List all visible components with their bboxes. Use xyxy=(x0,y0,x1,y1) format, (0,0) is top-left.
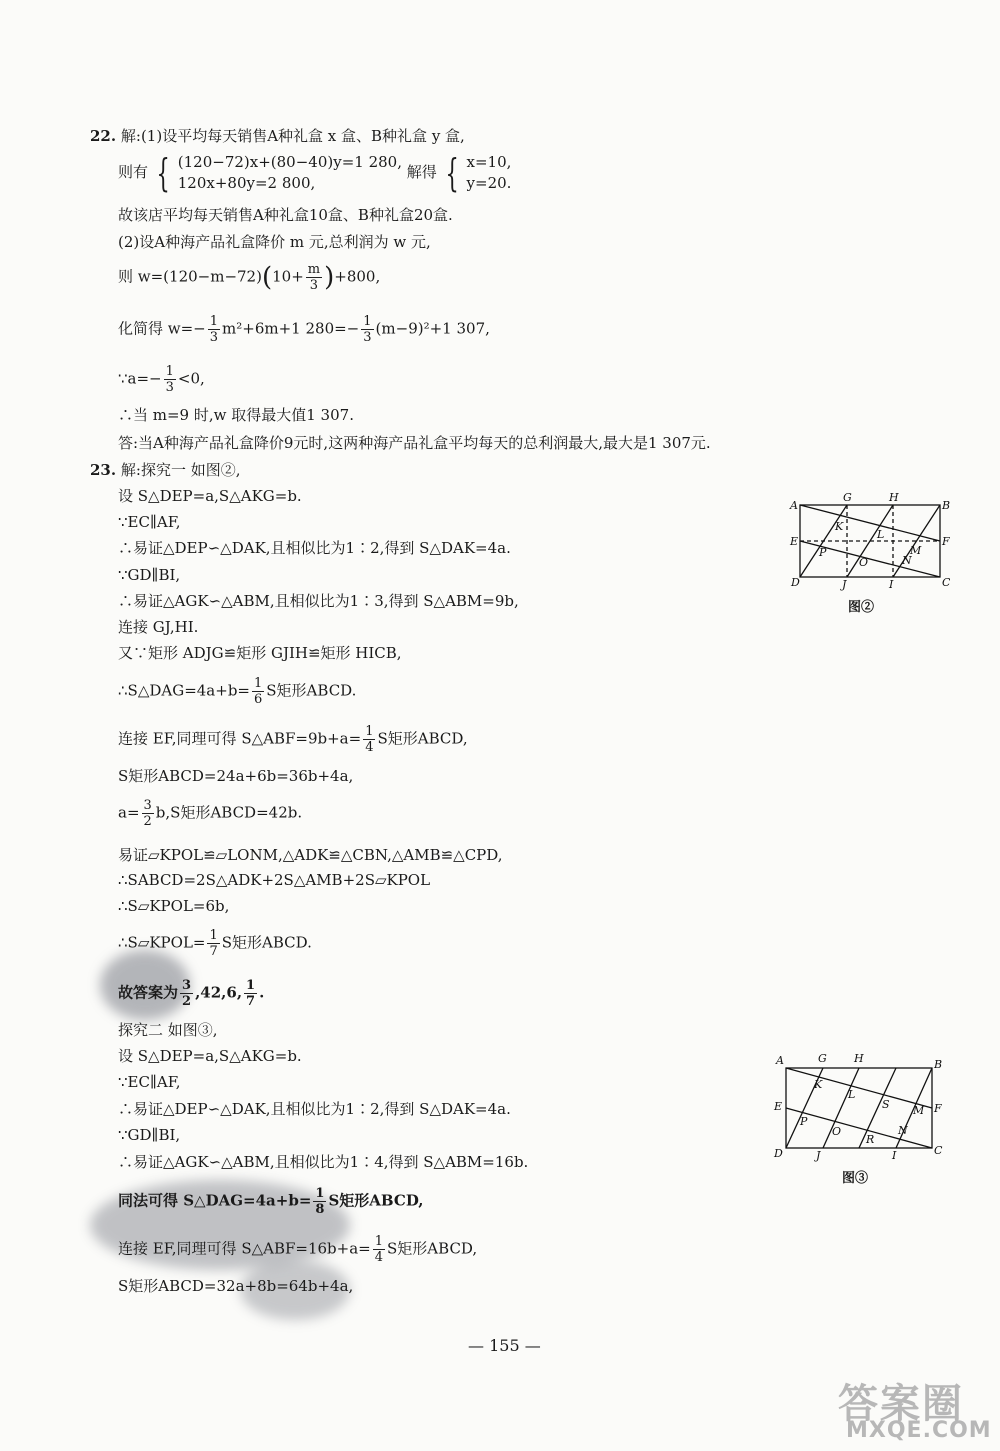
expr-part: m²+6m+1 280=− xyxy=(222,319,360,338)
q23-line9 xyxy=(118,676,356,707)
q23-number: 23. xyxy=(90,461,117,479)
q22-line8: ∴当 m=9 时,w 取得最大值1 307. xyxy=(118,406,354,424)
numerator: 1 xyxy=(246,978,256,993)
q23-line10 xyxy=(118,724,468,755)
fraction xyxy=(207,928,219,959)
point-label: D xyxy=(791,576,800,589)
figure-3-diagram xyxy=(768,1048,953,1163)
denominator: 7 xyxy=(246,994,256,1009)
q23-line12 xyxy=(118,798,302,829)
q22-answer: 答:当A种海产品礼盒降价9元时,这两种海产品礼盒平均每天的总利润最大,最大是1 307元. xyxy=(118,434,711,452)
fraction xyxy=(164,364,176,395)
q23-line2: 设 S△DEP=a,S△AKG=b. xyxy=(118,487,302,505)
q23-line16 xyxy=(118,928,312,959)
point-label: I xyxy=(889,578,894,591)
figure-2-caption: 图② xyxy=(848,600,875,615)
q22-line6 xyxy=(118,314,490,345)
expr-part: a= xyxy=(118,803,140,822)
q23-line8: 又∵矩形 ADJG≌矩形 GJIH≌矩形 HICB, xyxy=(118,644,402,662)
equation-1: (120−72)x+(80−40)y=1 280, xyxy=(177,153,402,171)
point-label: E xyxy=(790,535,799,548)
q23-line13: 易证▱KPOL≌▱LONM,△ADK≌△CBN,△AMB≌△CPD, xyxy=(118,846,503,864)
q23-line23: ∴易证△AGK∽△ABM,且相似比为1∶4,得到 S△ABM=16b. xyxy=(118,1153,529,1171)
expr-part: 故答案为 xyxy=(118,983,179,1002)
point-label: P xyxy=(800,1115,808,1128)
expr-part: <0, xyxy=(177,369,205,388)
numerator: 1 xyxy=(315,1186,325,1201)
brace-symbol: { xyxy=(156,151,170,195)
point-label: G xyxy=(818,1052,827,1065)
point-label: O xyxy=(832,1125,842,1138)
point-label: F xyxy=(934,1102,942,1115)
q23-line22: ∵GD∥BI, xyxy=(118,1126,181,1144)
q23-text: 解:探究一 如图②, xyxy=(120,461,241,479)
point-label: M xyxy=(910,544,922,557)
q23-line14: ∴SABCD=2S△ADK+2S△AMB+2S▱KPOL xyxy=(118,871,431,889)
denominator: 3 xyxy=(363,330,372,345)
denominator: 3 xyxy=(209,330,219,345)
expr-part: ,42,6, xyxy=(195,983,243,1002)
fraction xyxy=(313,1186,326,1217)
expr-part: (m−9)²+1 307, xyxy=(375,319,490,338)
point-label: H xyxy=(854,1052,864,1065)
numerator: 1 xyxy=(363,314,372,329)
equation-2: 120x+80y=2 800, xyxy=(177,174,316,192)
expr-part: 10+ xyxy=(272,267,304,286)
q23-line11: S矩形ABCD=24a+6b=36b+4a, xyxy=(118,767,354,785)
q22-label-jiede: 解得 xyxy=(406,163,437,181)
point-label: F xyxy=(942,535,950,548)
q23-line4: ∴易证△DEP∽△DAK,且相似比为1∶2,得到 S△DAK=4a. xyxy=(118,539,511,557)
point-label: B xyxy=(942,499,950,512)
brace-symbol: { xyxy=(445,151,459,195)
q23-line25 xyxy=(118,1234,477,1265)
q23-line20: ∵EC∥AF, xyxy=(118,1073,181,1091)
denominator: 4 xyxy=(374,1250,384,1265)
expr-part: 连接 EF,同理可得 S△ABF=9b+a= xyxy=(118,729,362,748)
denominator: 3 xyxy=(165,380,174,395)
point-label: D xyxy=(774,1147,783,1160)
point-label: P xyxy=(819,546,827,559)
figure-3-caption: 图③ xyxy=(842,1171,869,1186)
q23-line24 xyxy=(118,1186,424,1217)
q23-line7: 连接 GJ,HI. xyxy=(118,618,199,636)
q23-line6: ∴易证△AGK∽△ABM,且相似比为1∶3,得到 S△ABM=9b, xyxy=(118,592,519,610)
numerator: 3 xyxy=(143,798,152,813)
q22-line7 xyxy=(118,364,205,395)
denominator: 2 xyxy=(143,814,152,829)
q23-line21: ∴易证△DEP∽△DAK,且相似比为1∶2,得到 S△DAK=4a. xyxy=(118,1100,511,1118)
expr-part: 连接 EF,同理可得 S△ABF=16b+a= xyxy=(118,1239,371,1258)
q23-line1 xyxy=(90,460,240,480)
point-label: O xyxy=(859,556,869,569)
numerator: m xyxy=(307,262,321,277)
expr-part: ∵a=− xyxy=(118,369,162,388)
q22-line1 xyxy=(90,126,465,146)
q22-number: 22. xyxy=(90,127,117,145)
point-label: G xyxy=(843,491,852,504)
denominator: 3 xyxy=(309,278,319,293)
q22-equations xyxy=(178,152,402,194)
expr-part: S矩形ABCD, xyxy=(328,1191,424,1210)
fraction xyxy=(180,978,193,1009)
expr-part: 同法可得 S△DAG=4a+b= xyxy=(118,1191,312,1210)
point-label: M xyxy=(913,1104,925,1117)
point-label: S xyxy=(882,1098,890,1111)
point-label: C xyxy=(934,1144,943,1157)
point-label: R xyxy=(866,1133,875,1146)
numerator: 1 xyxy=(209,314,219,329)
fraction xyxy=(208,314,220,345)
expr-part: S矩形ABCD, xyxy=(387,1239,478,1258)
q22-line5 xyxy=(118,262,380,296)
paren-open: ( xyxy=(261,262,273,293)
solution-x: x=10, xyxy=(466,153,512,171)
q22-label-zeyou: 则有 xyxy=(118,163,149,181)
q23-line18: 探究二 如图③, xyxy=(118,1021,218,1039)
point-label: N xyxy=(902,554,912,567)
q23-line26: S矩形ABCD=32a+8b=64b+4a, xyxy=(118,1277,354,1295)
fraction xyxy=(363,724,375,755)
point-label: K xyxy=(814,1078,823,1091)
fraction xyxy=(373,1234,385,1265)
rectangle-abcd xyxy=(786,1068,932,1148)
expr-part: S矩形ABCD. xyxy=(266,681,357,700)
expr-part: ∴S△DAG=4a+b= xyxy=(118,681,250,700)
point-label: N xyxy=(898,1124,908,1137)
watermark-logo-top: 答案圈 xyxy=(838,1381,964,1427)
point-label: E xyxy=(774,1100,783,1113)
expr-part: S矩形ABCD, xyxy=(377,729,468,748)
q23-line19: 设 S△DEP=a,S△AKG=b. xyxy=(118,1047,302,1065)
numerator: 1 xyxy=(374,1234,384,1249)
line-ec xyxy=(786,1108,932,1148)
q22-solution xyxy=(467,152,512,194)
point-label: I xyxy=(892,1149,897,1162)
numerator: 3 xyxy=(182,978,192,993)
expr-part: ∴S▱KPOL= xyxy=(118,933,206,952)
page-number: — 155 — xyxy=(468,1336,541,1355)
point-label: A xyxy=(790,499,798,512)
q22-line3: 故该店平均每天销售A种礼盒10盒、B种礼盒20盒. xyxy=(118,206,453,224)
q23-line17 xyxy=(118,978,264,1009)
point-label: K xyxy=(835,520,844,533)
fraction xyxy=(306,262,322,293)
numerator: 1 xyxy=(254,676,263,691)
figure-2-diagram xyxy=(785,490,950,595)
paren-close: ) xyxy=(324,262,335,293)
numerator: 1 xyxy=(365,724,374,739)
q23-line5: ∵GD∥BI, xyxy=(118,566,181,584)
denominator: 7 xyxy=(209,944,218,959)
point-label: J xyxy=(816,1149,821,1162)
expr-part: 化简得 w=− xyxy=(118,319,206,338)
expr-part: 则 w=(120−m−72) xyxy=(118,267,262,286)
q23-line3: ∵EC∥AF, xyxy=(118,513,181,531)
denominator: 4 xyxy=(365,740,374,755)
point-label: C xyxy=(942,576,950,589)
q22-text: 解:(1)设平均每天销售A种礼盒 x 盒、B种礼盒 y 盒, xyxy=(120,127,465,145)
q22-line4: (2)设A种海产品礼盒降价 m 元,总利润为 w 元, xyxy=(118,233,431,251)
fraction xyxy=(244,978,257,1009)
solution-y: y=20. xyxy=(466,174,512,192)
point-label: A xyxy=(776,1054,784,1067)
point-label: H xyxy=(889,491,899,504)
expr-part: +800, xyxy=(334,267,381,286)
point-label: L xyxy=(877,528,885,541)
fraction xyxy=(361,314,373,345)
expr-part: S矩形ABCD. xyxy=(221,933,312,952)
fraction xyxy=(252,676,264,707)
point-label: L xyxy=(848,1088,856,1101)
denominator: 8 xyxy=(315,1202,325,1217)
q22-system xyxy=(118,152,511,196)
line-af xyxy=(800,505,940,541)
q23-line15: ∴S▱KPOL=6b, xyxy=(118,897,230,915)
denominator: 6 xyxy=(254,692,263,707)
point-label: J xyxy=(842,578,847,591)
fraction xyxy=(142,798,154,829)
expr-part: . xyxy=(259,983,265,1002)
expr-part: b,S矩形ABCD=42b. xyxy=(155,803,303,822)
denominator: 2 xyxy=(182,994,192,1009)
watermark-logo-bottom: MXQE.COM xyxy=(846,1418,992,1443)
numerator: 1 xyxy=(209,928,218,943)
numerator: 1 xyxy=(165,364,174,379)
point-label: B xyxy=(934,1058,943,1071)
